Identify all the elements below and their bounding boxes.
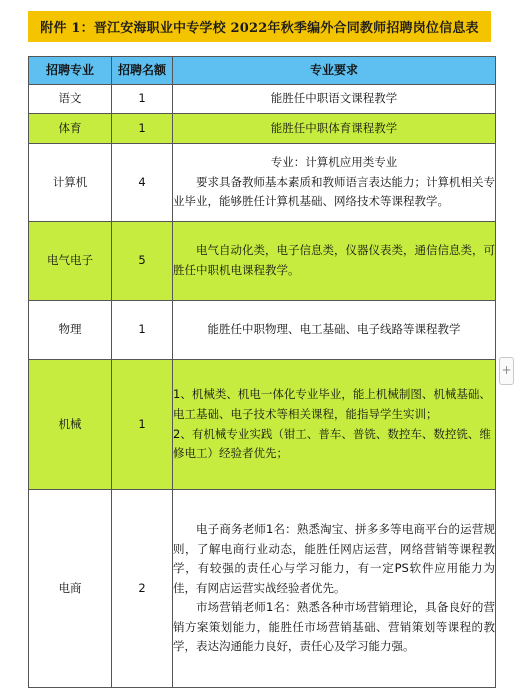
row-requirements — [173, 301, 496, 360]
requirement-text: 能胜任中职语文课程教学 — [270, 91, 398, 106]
requirement-text: 电子商务老师1名：熟悉淘宝、拼多多等电商平台的运营规则，了解电商行业动态，能胜任网店运营，网络营销等课程教学，有较强的责任心与学习能力，有一定PS软件应用能力为佳，有网店运营实战经验者优先。 — [173, 522, 495, 595]
row-major: 物理 — [29, 301, 112, 360]
row-count: 1 — [112, 301, 173, 360]
row-requirements — [173, 144, 496, 222]
row-major: 机械 — [29, 360, 112, 490]
row-major: 电商 — [29, 490, 112, 688]
row-requirements — [173, 490, 496, 688]
table-row — [29, 360, 496, 490]
side-expand-button[interactable]: + — [499, 357, 514, 385]
header-count: 招聘名额 — [112, 57, 173, 85]
table-row — [29, 222, 496, 301]
document-title: 附件 1：晋江安海职业中专学校 2022年秋季编外合同教师招聘岗位信息表 — [28, 11, 491, 42]
requirement-text: 要求具备教师基本素质和教师语言表达能力；计算机相关专业毕业，能够胜任计算机基础、网络技术等课程教学。 — [173, 174, 495, 209]
table-row — [29, 85, 496, 114]
requirement-text: 电气自动化类，电子信息类，仪器仪表类，通信信息类，可胜任中职机电课程教学。 — [173, 243, 495, 277]
row-major: 计算机 — [29, 144, 112, 222]
recruitment-table — [28, 56, 496, 688]
row-major: 电气电子 — [29, 222, 112, 301]
table-header-row — [29, 57, 496, 85]
table-row — [29, 490, 496, 688]
row-count: 5 — [112, 222, 173, 301]
requirement-text: 能胜任中职体育课程教学 — [270, 120, 398, 135]
row-major: 体育 — [29, 114, 112, 144]
row-requirements — [173, 114, 496, 144]
requirement-text: 专业：计算机应用类专业 — [270, 155, 398, 170]
requirement-text: 能胜任中职物理、电工基础、电子线路等课程教学 — [207, 322, 461, 337]
row-major: 语文 — [29, 85, 112, 114]
requirement-text: 市场营销老师1名：熟悉各种市场营销理论，具备良好的营销方案策划能力，能胜任市场营销基础、营销策划等课程的教学，表达沟通能力良好，责任心及学习能力强。 — [173, 600, 495, 654]
row-requirements — [173, 85, 496, 114]
row-count: 1 — [112, 360, 173, 490]
row-count: 2 — [112, 490, 173, 688]
requirement-text: 1、机械类、机电一体化专业毕业，能上机械制图、机械基础、电工基础、电子技术等相关课程，能指导学生实训； — [173, 387, 491, 421]
row-count: 1 — [112, 85, 173, 114]
table-row — [29, 114, 496, 144]
header-requirements: 专业要求 — [173, 57, 496, 85]
row-requirements — [173, 222, 496, 301]
table-row — [29, 144, 496, 222]
table-row — [29, 301, 496, 360]
row-count: 1 — [112, 114, 173, 144]
row-count: 4 — [112, 144, 173, 222]
header-major: 招聘专业 — [29, 57, 112, 85]
row-requirements — [173, 360, 496, 490]
requirement-text: 2、有机械专业实践（钳工、普车、普铣、数控车、数控铣、维修电工）经验者优先； — [173, 426, 491, 461]
